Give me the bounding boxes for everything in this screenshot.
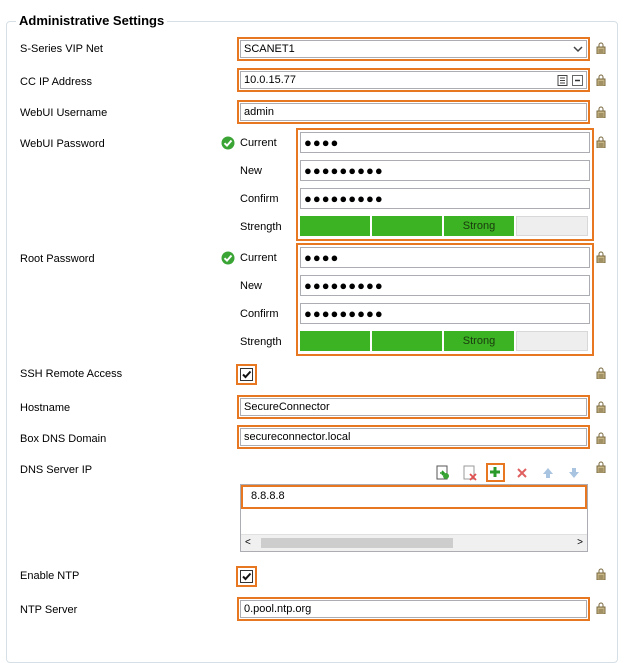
webui-pw-confirm-label: Confirm [240,193,279,205]
webui-user-input[interactable] [240,103,587,121]
dns-domain-value: secureconnector.local [244,431,351,443]
dns-domain-label: Box DNS Domain [20,433,107,445]
arrow-up-icon[interactable] [540,465,556,481]
root-pw-new-input[interactable] [300,275,590,296]
ssh-checkbox[interactable] [240,368,253,381]
hostname-input[interactable] [240,398,587,416]
import-icon[interactable] [435,465,451,481]
webui-user-label: WebUI Username [20,107,108,119]
strength-text: Strong [444,216,514,236]
lock-icon[interactable] [596,106,606,118]
ntp-enable-checkbox[interactable] [240,570,253,583]
root-pw-confirm-label: Confirm [240,308,279,320]
chevron-down-icon[interactable] [572,43,584,55]
dns-ip-list[interactable] [240,484,588,552]
lock-icon[interactable] [596,401,606,413]
webui-pw-strength-meter [300,216,590,238]
lock-icon[interactable] [596,461,606,473]
webui-pw-current-value: ●●●● [304,135,340,150]
dns-ip-entry[interactable]: 8.8.8.8 [251,490,285,502]
lock-icon[interactable] [596,432,606,444]
check-circle-icon [221,136,235,150]
lock-icon[interactable] [596,136,606,148]
strength-segment [516,216,588,236]
ssh-label: SSH Remote Access [20,368,123,380]
webui-pw-label: WebUI Password [20,138,105,150]
cc-ip-input[interactable] [240,71,587,89]
strength-segment [300,331,370,351]
lock-icon[interactable] [596,74,606,86]
webui-pw-new-input[interactable] [300,160,590,181]
cc-ip-label: CC IP Address [20,76,92,88]
webui-pw-strength-label: Strength [240,221,282,233]
scroll-right-icon[interactable]: > [577,537,583,548]
strength-segment [516,331,588,351]
webui-pw-current-label: Current [240,137,277,149]
lock-icon[interactable] [596,42,606,54]
root-pw-confirm-input[interactable] [300,303,590,324]
address-book-icon[interactable] [557,75,568,86]
dns-domain-input[interactable] [240,428,587,446]
lock-icon[interactable] [596,602,606,614]
dns-ip-entry-highlight [241,485,587,509]
ntp-enable-label: Enable NTP [20,570,80,582]
root-pw-current-value: ●●●● [304,250,340,265]
webui-pw-current-input[interactable] [300,132,590,153]
strength-text: Strong [444,331,514,351]
vip-net-label: S-Series VIP Net [20,43,103,55]
webui-pw-confirm-input[interactable] [300,188,590,209]
hostname-value: SecureConnector [244,401,330,413]
scrollbar-thumb[interactable] [261,538,453,548]
root-pw-new-value: ●●●●●●●●● [304,278,384,293]
ntp-server-input[interactable] [240,600,587,618]
cc-ip-value: 10.0.15.77 [244,74,296,86]
root-pw-current-input[interactable] [300,247,590,268]
strength-segment [372,216,442,236]
collapse-icon[interactable] [572,75,583,86]
ntp-server-label: NTP Server [20,604,78,616]
section-title: Administrative Settings [16,13,167,28]
lock-icon[interactable] [596,367,606,379]
webui-user-value: admin [244,106,274,118]
lock-icon[interactable] [596,568,606,580]
check-circle-icon [221,251,235,265]
lock-icon[interactable] [596,251,606,263]
add-icon[interactable] [487,464,503,480]
strength-segment [372,331,442,351]
root-pw-strength-label: Strength [240,336,282,348]
ntp-server-value: 0.pool.ntp.org [244,603,312,615]
webui-pw-confirm-value: ●●●●●●●●● [304,191,384,206]
webui-pw-new-label: New [240,165,263,177]
root-pw-strength-meter [300,331,590,353]
root-pw-current-label: Current [240,252,277,264]
vip-net-select[interactable] [240,40,587,58]
strength-segment [300,216,370,236]
root-pw-confirm-value: ●●●●●●●●● [304,306,384,321]
delete-x-icon[interactable] [514,465,530,481]
arrow-down-icon[interactable] [566,465,582,481]
webui-pw-new-value: ●●●●●●●●● [304,163,384,178]
scroll-left-icon[interactable]: < [245,537,251,548]
delete-doc-icon[interactable] [462,465,478,481]
hostname-label: Hostname [20,402,71,414]
root-pw-label: Root Password [20,253,95,265]
dns-ip-label: DNS Server IP [20,464,93,476]
root-pw-new-label: New [240,280,263,292]
horizontal-scrollbar[interactable] [241,534,587,551]
vip-net-value: SCANET1 [244,43,295,55]
